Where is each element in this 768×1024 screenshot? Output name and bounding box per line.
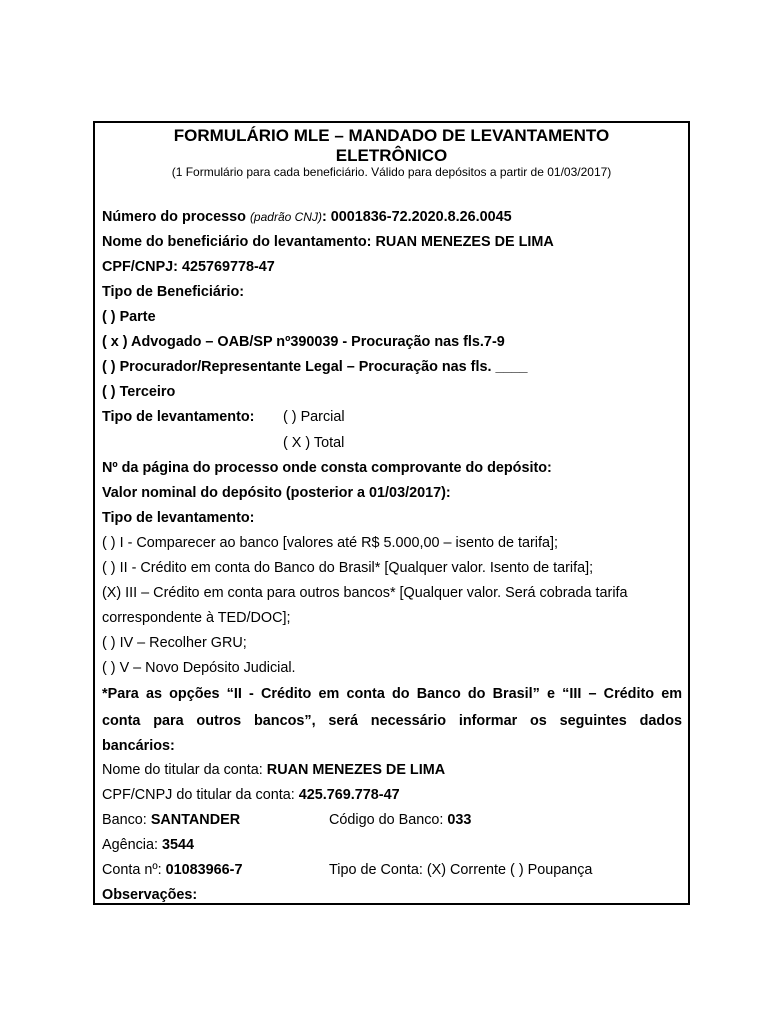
pagina-comprovante: Nº da página do processo onde consta comprovante do depósito: <box>102 460 552 476</box>
option-total: ( X ) Total <box>283 435 345 451</box>
option-v: ( ) V – Novo Depósito Judicial. <box>102 660 296 676</box>
option-procurador: ( ) Procurador/Representante Legal – Procuração nas fls. ____ <box>102 359 528 375</box>
banco-label: Banco: <box>102 812 151 828</box>
nota-line2: conta para outros bancos”, será necessário informar os seguintes dados <box>102 713 682 729</box>
tipo-levantamento-2-label: Tipo de levantamento: <box>102 510 255 526</box>
processo-label: Número do processo <box>102 209 246 225</box>
option-iii: (X) III – Crédito em conta para outros bancos* [Qualquer valor. Será cobrada tarifa <box>102 585 628 601</box>
option-iii-cont: correspondente à TED/DOC]; <box>102 610 291 626</box>
option-advogado: ( x ) Advogado – OAB/SP nº390039 - Procuração nas fls.7-9 <box>102 334 505 350</box>
cpf-value: 425769778-47 <box>181 259 275 275</box>
agencia-label: Agência: <box>102 837 163 853</box>
titular-value: RUAN MENEZES DE LIMA <box>266 762 446 778</box>
tipo-levantamento-row <box>102 408 682 426</box>
option-iv: ( ) IV – Recolher GRU; <box>102 635 247 651</box>
conta-label: Conta nº: <box>102 862 166 878</box>
tipo-beneficiario-label: Tipo de Beneficiário: <box>102 284 245 300</box>
codigo-banco-label: Código do Banco: <box>329 812 448 828</box>
conta-row <box>102 861 682 879</box>
beneficiario-row <box>102 233 682 251</box>
form-title-line2: ELETRÔNICO <box>335 146 448 165</box>
beneficiario-value: RUAN MENEZES DE LIMA <box>375 234 554 250</box>
form-title-line1: FORMULÁRIO MLE – MANDADO DE LEVANTAMENTO <box>173 126 610 145</box>
nota-line3: bancários: <box>102 738 175 754</box>
cpf-titular-value: 425.769.778-47 <box>298 787 400 803</box>
titular-label: Nome do titular da conta: <box>102 762 267 778</box>
option-parte: ( ) Parte <box>102 309 156 325</box>
option-terceiro: ( ) Terceiro <box>102 384 176 400</box>
banco-row <box>102 811 682 829</box>
cpf-label: CPF/CNPJ: <box>102 259 182 275</box>
conta-value: 01083966-7 <box>165 862 243 878</box>
agencia-row <box>102 836 682 854</box>
cpf-titular-label: CPF/CNPJ do titular da conta: <box>102 787 299 803</box>
cpf-titular-row <box>102 786 682 804</box>
option-i: ( ) I - Comparecer ao banco [valores até R$ 5.000,00 – isento de tarifa]; <box>102 535 558 551</box>
titular-row <box>102 761 682 779</box>
agencia-value: 3544 <box>162 837 195 853</box>
beneficiario-label: Nome do beneficiário do levantamento: <box>102 234 376 250</box>
cpf-row <box>102 258 682 276</box>
mle-form <box>93 121 690 905</box>
processo-hint: (padrão CNJ) <box>249 210 322 224</box>
nota-line1: *Para as opções “II - Crédito em conta do Banco do Brasil” e “III – Crédito em <box>102 686 682 702</box>
banco-value: SANTANDER <box>150 812 241 828</box>
valor-nominal: Valor nominal do depósito (posterior a 01/03/2017): <box>102 485 451 501</box>
option-ii: ( ) II - Crédito em conta do Banco do Brasil* [Qualquer valor. Isento de tarifa]; <box>102 560 594 576</box>
tipo-levantamento-label: Tipo de levantamento: <box>102 409 255 425</box>
processo-value: 0001836-72.2020.8.26.0045 <box>330 209 512 225</box>
codigo-banco <box>329 811 471 829</box>
codigo-banco-value: 033 <box>447 812 472 828</box>
processo-colon: : <box>321 209 331 225</box>
option-parcial: ( ) Parcial <box>283 409 345 425</box>
observacoes-label: Observações: <box>102 887 198 903</box>
tipo-conta: Tipo de Conta: (X) Corrente ( ) Poupança <box>329 862 593 878</box>
processo-row <box>102 208 682 226</box>
form-subtitle: (1 Formulário para cada beneficiário. Válido para depósitos a partir de 01/03/2017) <box>171 165 612 179</box>
